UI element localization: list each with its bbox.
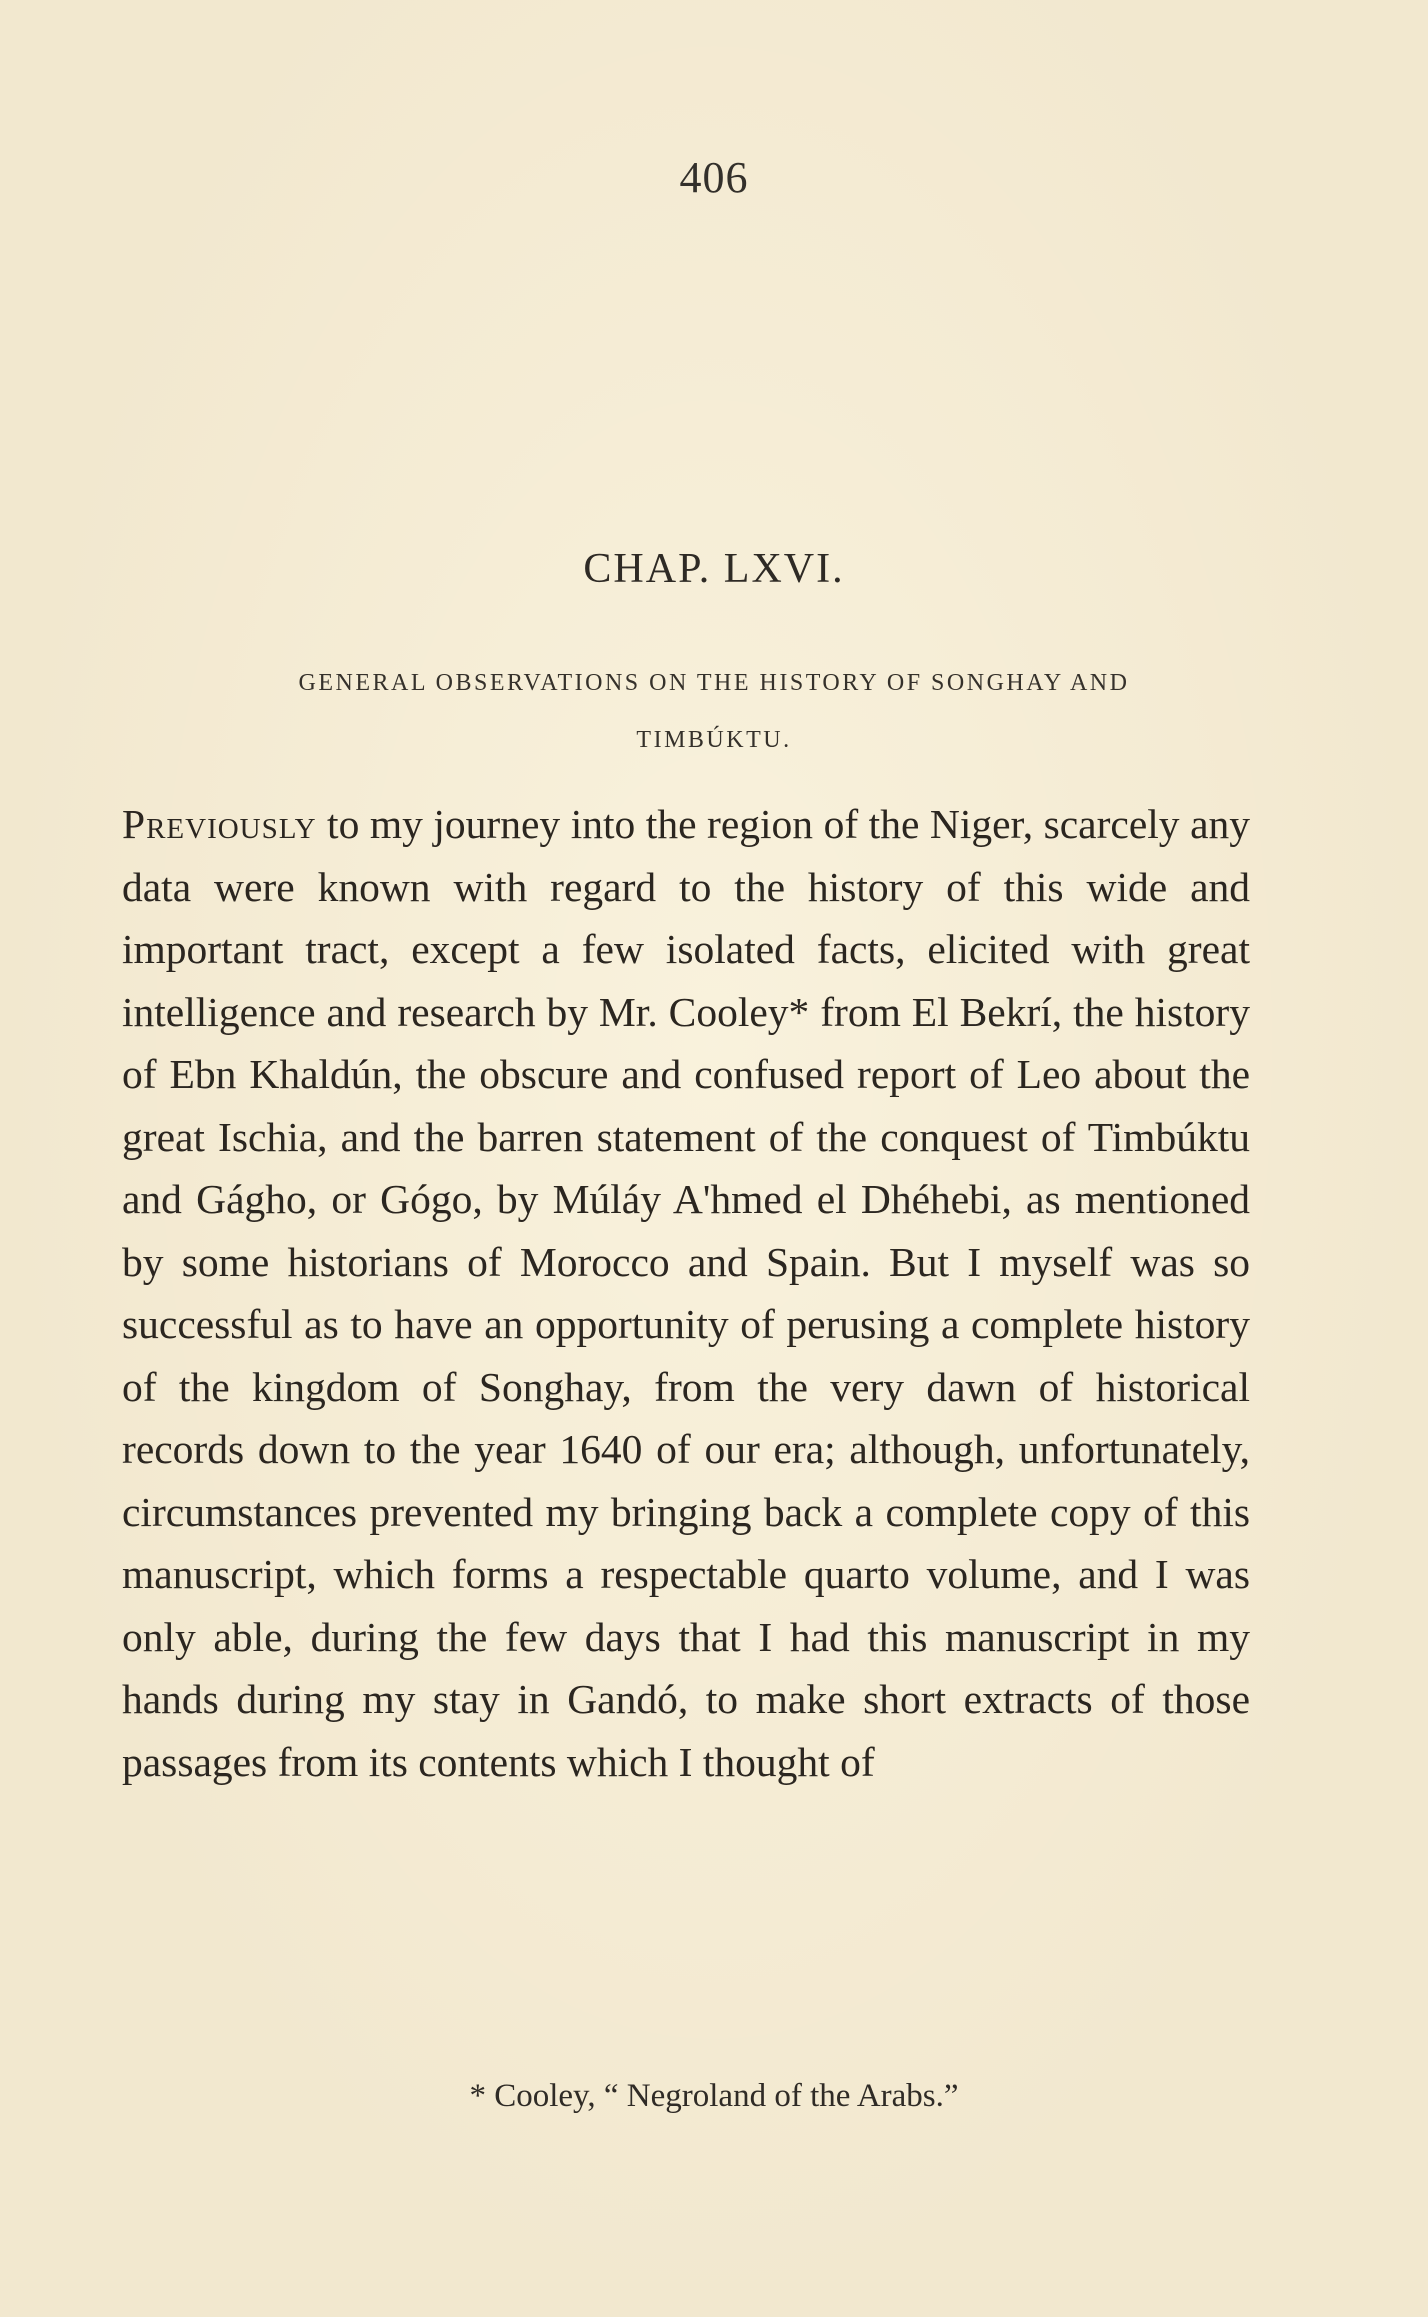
paragraph-text: to my journey into the region of the Niger, scarcely any data were known with regard to the history of this wide and important tract, except a few isolated facts, elicited with great intelligence and research by Mr. Cooley* from El Bekrí, the history of Ebn Khaldún, the obscure and confused report of Leo about the great Ischia, and the barren statement of the conquest of Timbúktu and Gágho, or Gógo, by Múláy A'hmed el Dhéhebi, as mentioned by some historians of Morocco and Spain. But I myself was so successful as to have an opportunity of perusing a complete history of the kingdom of Songhay, from the very dawn of historical records down to the year 1640 of our era; although, unfortunately, circumstances prevented my bringing back a complete copy of this manuscript, which forms a respectable quarto volume, and I was only able, during the few days that I had this manuscript in my hands during my stay in Gandó, to make short extracts of those passages from its contents which I thought of: [122, 801, 1250, 1785]
opening-word: Previously: [122, 801, 317, 847]
chapter-subtitle-line-2: TIMBÚKTU.: [636, 727, 792, 753]
chapter-title: CHAP. LXVI.: [583, 546, 845, 592]
page-number: 406: [679, 153, 749, 202]
chapter-subtitle-line-1: GENERAL OBSERVATIONS ON THE HISTORY OF SONGHAY AND: [298, 670, 1130, 696]
body-paragraph: [122, 793, 1250, 1793]
chapter-subtitle: [150, 655, 1278, 769]
footnote: * Cooley, “ Negroland of the Arabs.”: [469, 2078, 959, 2114]
